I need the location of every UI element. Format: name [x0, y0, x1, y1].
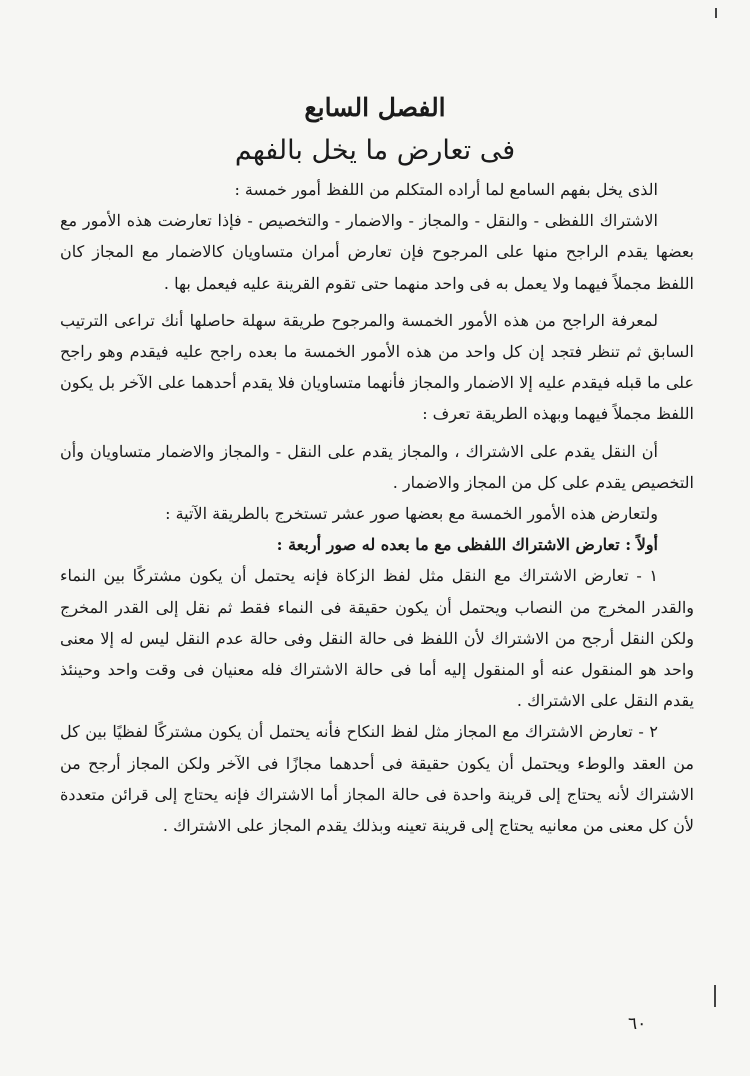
paragraph-result: أن النقل يقدم على الاشتراك ، والمجاز يقدم على النقل - والمجاز والاضمار متساويان وأن التخصيص يقدم على كل من المجاز والاضمار . — [60, 441, 694, 492]
paragraph-method: لمعرفة الراجح من هذه الأمور الخمسة والمرجوح طريقة سهلة حاصلها أنك تراعى الترتيب السابق ثم تنظر فتجد إن كل واحد من هذه الأمور الخمسة ما بعده راجح عليه فيقدم وهو راجح على ما قبله فيقدم عليه إلا الاضمار والمجاز فأنهما متساويان فلا يقدم أحدهما على الآخر بل يكون اللفظ مجملاً فيهما وبهذه الطريقة تعرف : — [60, 310, 694, 424]
scan-edge-mark — [714, 985, 716, 1007]
chapter-title: الفصل السابع — [304, 93, 446, 122]
list-item: ٢ - تعارض الاشتراك مع المجاز مثل لفظ النكاح فأنه يحتمل أن يكون مشتركًا لفظيًا بين كل من العقد والوطء ويحتمل أن يكون حقيقة فى أحدهما مجازًا فى الآخر ولكن المجاز أرجح من الاشتراك لأنه يحتاج إلى قرينة واحدة فى حالة المجاز أما الاشتراك فإنه يحتاج إلى قرائن متعددة لأن كل معنى من معانيه يحتاج إلى قرينة تعينه وبذلك يقدم المجاز على الاشتراك . — [60, 722, 694, 836]
paragraph-ten-forms: ولتعارض هذه الأمور الخمسة مع بعضها صور عشر تستخرج بالطريقة الآتية : — [165, 504, 658, 524]
paragraph-intro: الذى يخل بفهم السامع لما أراده المتكلم من اللفظ أمور خمسة : — [234, 180, 658, 199]
list-item: ١ - تعارض الاشتراك مع النقل مثل لفظ الزكاة فإنه يحتمل أن يكون مشتركًا بين النماء والقدر المخرج من النصاب ويحتمل أن يكون حقيقة فى النماء فقط ثم نقل إلى القدر المخرج ولكن النقل أرجح من الاشتراك لأن اللفظ فى حالة النقل وفى حالة عدم النقل ليس له إلا معنى واحد هو المنقول عنه أو المنقول إليه أما فى حالة الاشتراك فله معنيان فى وقت واحد وحينئذ يقدم النقل على الاشتراك . — [60, 566, 694, 711]
page-number: ٦٠ — [628, 1014, 647, 1034]
scan-edge-mark — [715, 8, 717, 18]
chapter-subtitle: فى تعارض ما يخل بالفهم — [234, 135, 516, 166]
paragraph-list-of-matters: الاشتراك اللفظى - والنقل - والمجاز - والاضمار - والتخصيص - فإذا تعارضت هذه الأمور مع بعضها يقدم الراجح منها على المرجوح فإن تعارض أمران متساويان كالاضمار مع المجاز كان اللفظ مجملاً فيهما ولا يعمل به فى واحد منهما حتى تقوم القرينة عليه فيعمل بها . — [60, 211, 695, 293]
body-text — [60, 174, 694, 841]
section-heading: أولاً : تعارض الاشتراك اللفظى مع ما بعده له صور أربعة : — [276, 535, 658, 555]
